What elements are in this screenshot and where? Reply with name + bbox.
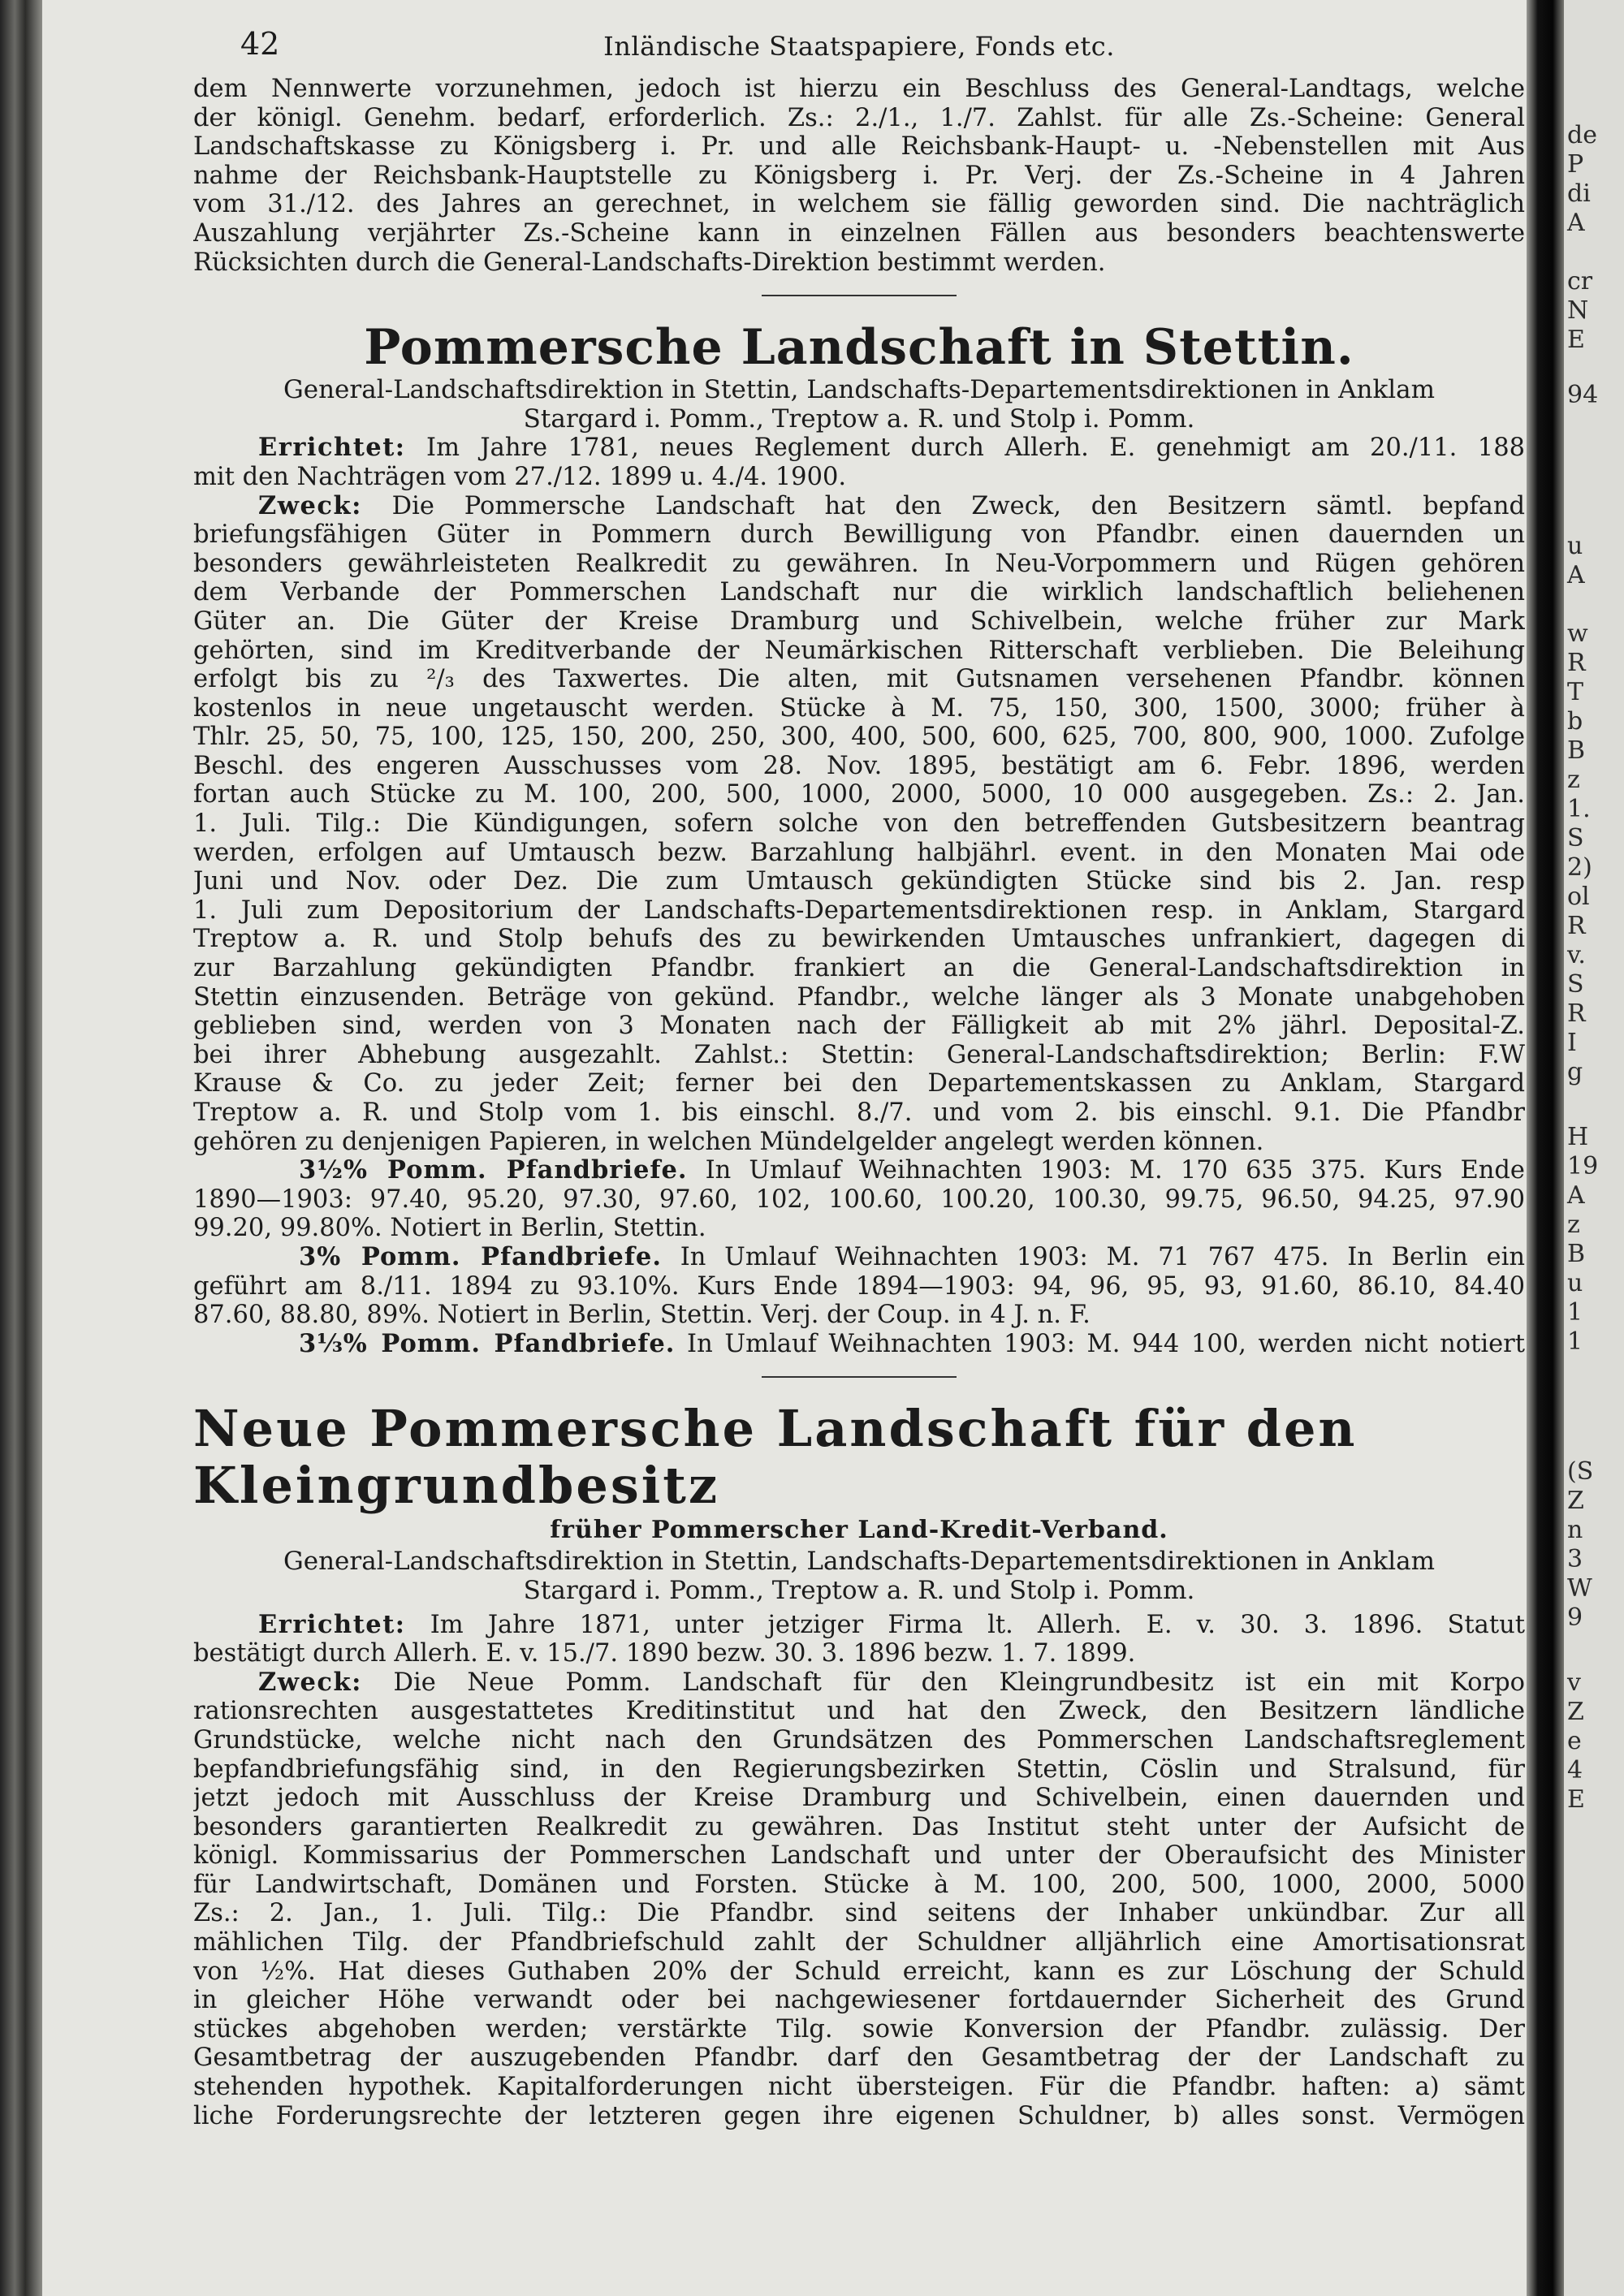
adjacent-page-edge [1564,0,1624,2296]
bond-label: 3% Pomm. Pfandbriefe. [299,1242,662,1271]
text-line: 99.20, 99.80%. Notiert in Berlin, Stettin. [193,1214,706,1243]
book-spine-shadow [0,0,42,2296]
text-line: stehenden hypothek. Kapitalforderungen nicht übersteigen. Für die Pfandbr. haften: a) sämt [193,2073,1525,2102]
errichtet-label: Errichtet: [258,434,406,463]
text-line: Güter an. Die Güter der Kreise Dramburg und Schivelbein, welche früher zur Mark [193,606,1525,636]
adjacent-text-fragment: R [1567,999,1586,1028]
adjacent-text-fragment: 1 [1567,1298,1583,1327]
text-line: liche Forderungsrechte der letzteren gegen ihre eigenen Schuldner, b) alles sonst. Vermögen [193,2101,1525,2130]
adjacent-text-fragment: z [1567,766,1580,794]
text-line: Krause & Co. zu jeder Zeit; ferner bei den Departementskassen zu Anklam, Stargard [193,1069,1525,1098]
text-line: mit den Nachträgen vom 27./12. 1899 u. 4./4. 1900. [193,462,847,491]
adjacent-text-fragment: 1. [1567,795,1591,823]
text-line: Juni und Nov. oder Dez. Die zum Umtausch gekündigten Stücke sind bis 2. Jan. resp [193,867,1525,896]
adjacent-text-fragment: N [1567,296,1589,325]
zweck-label: Zweck: [258,1668,362,1697]
text-line: besonders gewährleisteten Realkredit zu gewähren. In Neu-Vorpommern und Rügen gehören [193,549,1525,578]
adjacent-text-fragment: e [1567,1727,1582,1755]
adjacent-text-fragment: 4 [1567,1756,1583,1785]
text-line: mählichen Tilg. der Pfandbriefschuld zahlt der Schuldner alljährlich eine Amortisationsrat [193,1928,1525,1957]
adjacent-text-fragment: A [1567,209,1585,237]
text-line: kostenlos in neue ungetauscht werden. Stücke à M. 75, 150, 300, 1500, 3000; früher à [193,693,1525,723]
bond-label: 3½% Pomm. Pfandbriefe. [299,1156,688,1185]
running-title: Inländische Staatspapiere, Fonds etc. [603,31,1115,62]
book-gutter-shadow [1527,0,1564,2296]
adjacent-text-fragment: u [1567,532,1583,560]
adjacent-text-fragment: w [1567,619,1588,648]
text-line: bestätigt durch Allerh. E. v. 15./7. 1890 bezw. 30. 3. 1896 bezw. 1. 7. 1899. [193,1639,1136,1668]
text-line: 1. Juli. Tilg.: Die Kündigungen, sofern solche von den betreffenden Gutsbesitzern beantrag [193,809,1525,839]
text-line: bei ihrer Abhebung ausgezahlt. Zahlst.: Stettin: General-Landschaftsdirektion; Berlin: F.W [193,1040,1525,1069]
text-line: vom 31./12. des Jahres an gerechnet, in welchem sie fällig geworden sind. Die nachträglich [193,190,1525,219]
text-line: 1. Juli zum Depositorium der Landschafts-Departementsdirektionen resp. in Anklam, Stargard [193,896,1525,925]
adjacent-text-fragment: 3 [1567,1545,1583,1573]
adjacent-text-fragment: R [1567,912,1586,940]
department-line: Stargard i. Pomm., Treptow a. R. und Stolp i. Pomm. [523,404,1195,434]
adjacent-text-fragment: A [1567,561,1585,589]
adjacent-text-fragment: 19 [1567,1152,1599,1180]
section-title-pommersche-landschaft: Pommersche Landschaft in Stettin. [364,319,1354,377]
text-line: werden, erfolgen auf Umtausch bezw. Barzahlung halbjährl. event. in den Monaten Mai ode [193,838,1525,867]
adjacent-text-fragment: de [1567,121,1597,149]
adjacent-text-fragment: cr [1567,267,1593,296]
adjacent-text-fragment: ol [1567,883,1590,911]
text-line: Grundstücke, welche nicht nach den Grundsätzen des Pommerschen Landschaftsreglement [193,1725,1525,1754]
bond-entry-3-third-percent [193,1330,1525,1359]
adjacent-text-fragment: B [1567,736,1586,765]
text-line [193,1330,1525,1359]
page-number: 42 [240,26,280,62]
text-line [193,492,1525,521]
adjacent-text-fragment: B [1567,1240,1586,1268]
text-line: bepfandbriefungsfähig sind, in den Regierungsbezirken Stettin, Cöslin und Stralsund, für [193,1754,1525,1784]
adjacent-text-fragment: z [1567,1211,1580,1239]
text-fragment: Im Jahre 1871, unter jetziger Firma lt. Allerh. E. v. 30. 3. 1896. Statut [430,1610,1525,1639]
adjacent-text-fragment: E [1567,1785,1585,1814]
text-line: Treptow a. R. und Stolp vom 1. bis einschl. 8./7. und vom 2. bis einschl. 9.1. Die Pfandbr [193,1098,1525,1127]
adjacent-text-fragment: E [1567,326,1585,354]
text-line [193,1611,1525,1640]
text-line: geblieben sind, werden von 3 Monaten nach der Fälligkeit ab mit 2% jährl. Deposital-Z. [193,1012,1525,1041]
text-fragment: In Umlauf Weihnachten 1903: M. 944 100, werden nicht notiert [687,1329,1525,1358]
text-line: der königl. Genehm. bedarf, erforderlich. Zs.: 2./1., 1./7. Zahlst. für alle Zs.-Scheine: General [193,103,1525,132]
text-line: rationsrechten ausgestattetes Kreditinstitut und hat den Zweck, den Besitzern ländliche [193,1697,1525,1726]
text-line [193,1668,1525,1698]
text-line: zur Barzahlung gekündigten Pfandbr. frankiert an die General-Landschaftsdirektion in [193,954,1525,983]
adjacent-text-fragment: 9 [1567,1603,1583,1632]
adjacent-text-fragment: 1 [1567,1327,1583,1356]
text-line: Rücksichten durch die General-Landschafts-Direktion bestimmt werden. [193,248,1106,277]
text-line: Stettin einzusenden. Beträge von gekünd. Pfandbr., welche länger als 3 Monate unabgehoben [193,982,1525,1012]
text-line [193,1243,1525,1272]
bond-label: 3⅓% Pomm. Pfandbriefe. [299,1329,676,1358]
text-fragment: In Umlauf Weihnachten 1903: M. 170 635 375. Kurs Ende [705,1156,1525,1185]
section-divider [762,1376,957,1378]
section-divider [762,295,957,296]
text-line: dem Nennwerte vorzunehmen, jedoch ist hierzu ein Beschluss des General-Landtags, welche [193,75,1525,103]
adjacent-text-fragment: I [1567,1029,1577,1057]
text-line: 1890—1903: 97.40, 95.20, 97.30, 97.60, 102, 100.60, 100.20, 100.30, 99.75, 96.50, 94.25, 97.90 [193,1185,1525,1214]
text-line: Auszahlung verjährter Zs.-Scheine kann in einzelnen Fällen aus besonders beachtenswerte [193,218,1525,248]
errichtet-label: Errichtet: [258,1610,406,1639]
bond-entry-3-5-percent [193,1156,1525,1243]
text-fragment: In Umlauf Weihnachten 1903: M. 71 767 475. In Berlin ein [680,1242,1525,1271]
text-line [193,434,1525,463]
department-line: Stargard i. Pomm., Treptow a. R. und Stolp i. Pomm. [523,1575,1195,1605]
text-line: von ½%. Hat dieses Guthaben 20% der Schuld erreicht, kann es zur Löschung der Schuld [193,1957,1525,1986]
text-line: fortan auch Stücke zu M. 100, 200, 500, 1000, 2000, 5000, 10 000 ausgegeben. Zs.: 2. Jan. [193,780,1525,809]
adjacent-text-fragment: S [1567,970,1584,999]
text-line: jetzt jedoch mit Ausschluss der Kreise Dramburg und Schivelbein, einen dauernden und [193,1784,1525,1813]
section1-errichtet [193,434,1525,491]
section2-departments [193,1547,1525,1605]
text-line: dem Verbande der Pommerschen Landschaft nur die wirklich landschaftlich beliehenen [193,578,1525,607]
text-line: geführt am 8./11. 1894 zu 93.10%. Kurs Ende 1894—1903: 94, 96, 95, 93, 91.60, 86.10, 84.40 [193,1271,1525,1301]
running-head [193,26,1525,75]
text-fragment: Im Jahre 1781, neues Reglement durch Allerh. E. genehmigt am 20./11. 188 [426,434,1525,463]
adjacent-text-fragment: T [1567,678,1584,706]
text-line: Gesamtbetrag der auszugebenden Pfandbr. darf den Gesamtbetrag der der Landschaft zu [193,2044,1525,2073]
adjacent-text-fragment: H [1567,1123,1589,1151]
text-line: gehören zu denjenigen Papieren, in welchen Mündelgelder angelegt werden können. [193,1127,1264,1156]
text-line: königl. Kommissarius der Pommerschen Landschaft und unter der Oberaufsicht des Minister [193,1841,1525,1871]
text-line: briefungsfähigen Güter in Pommern durch Bewilligung von Pfandbr. einen dauernden un [193,520,1525,550]
text-line: nahme der Reichsbank-Hauptstelle zu Königsberg i. Pr. Verj. der Zs.-Scheine in 4 Jahren [193,161,1525,190]
adjacent-text-fragment: R [1567,649,1586,677]
adjacent-text-fragment: b [1567,707,1583,736]
adjacent-text-fragment: v. [1567,941,1586,969]
book-page [42,0,1527,2296]
adjacent-text-fragment: v [1567,1668,1581,1697]
bond-entry-3-percent [193,1243,1525,1330]
section2-zweck [193,1668,1525,2131]
adjacent-text-fragment: g [1567,1058,1583,1086]
department-line: General-Landschaftsdirektion in Stettin, Landschafts-Departementsdirektionen in Anklam [283,1547,1436,1577]
text-line: Treptow a. R. und Stolp behufs des zu bewirkenden Umtausches unfrankiert, dagegen di [193,925,1525,954]
adjacent-text-fragment: 2) [1567,853,1592,882]
page-content [193,26,1525,2130]
section-title-neue-pommersche-landschaft: Neue Pommersche Landschaft für den Kleingrundbesitz [193,1399,1358,1516]
text-line: stückes abgehoben werden; verstärkte Tilg. sowie Konversion der Pfandbr. zulässig. Der [193,2014,1525,2044]
adjacent-text-fragment: P [1567,150,1584,179]
adjacent-text-fragment: Z [1567,1698,1584,1726]
adjacent-text-fragment: S [1567,824,1584,852]
section2-subtitle: früher Pommerscher Land-Kredit-Verband. [550,1516,1168,1545]
department-line: General-Landschaftsdirektion in Stettin, Landschafts-Departementsdirektionen in Anklam [283,375,1436,405]
section1-zweck [193,492,1525,1157]
text-fragment: Die Neue Pomm. Landschaft für den Kleingrundbesitz ist ein mit Korpo [393,1668,1525,1697]
text-line: Zs.: 2. Jan., 1. Juli. Tilg.: Die Pfandbr. sind seitens der Inhaber unkündbar. Zur all [193,1899,1525,1928]
text-line: besonders garantierten Realkredit zu gewähren. Das Institut steht unter der Aufsicht de [193,1812,1525,1841]
adjacent-text-fragment: u [1567,1269,1583,1297]
adjacent-text-fragment: (S [1567,1457,1594,1486]
text-line: Beschl. des engeren Ausschusses vom 28. Nov. 1895, bestätigt am 6. Febr. 1896, werden [193,751,1525,780]
adjacent-text-fragment: di [1567,179,1591,208]
text-line: in gleicher Höhe verwandt oder bei nachgewiesener fortdauernder Sicherheit des Grund [193,1986,1525,2015]
zweck-label: Zweck: [258,491,362,520]
carryover-paragraph [193,75,1525,277]
text-line: 87.60, 88.80, 89%. Notiert in Berlin, Stettin. Verj. der Coup. in 4 J. n. F. [193,1301,1091,1330]
section2-errichtet [193,1611,1525,1668]
adjacent-text-fragment: 94 [1567,381,1599,409]
adjacent-text-fragment: n [1567,1516,1583,1544]
adjacent-text-fragment: A [1567,1181,1585,1210]
text-line: für Landwirtschaft, Domänen und Forsten. Stücke à M. 100, 200, 500, 1000, 2000, 5000 [193,1870,1525,1899]
section1-departments [193,376,1525,434]
text-line: Landschaftskasse zu Königsberg i. Pr. und alle Reichsbank-Haupt- u. -Nebenstellen mit Aus [193,132,1525,162]
adjacent-text-fragment: Z [1567,1487,1584,1515]
text-fragment: Die Pommersche Landschaft hat den Zweck, den Besitzern sämtl. bepfand [391,491,1525,520]
text-line: gehörten, sind im Kreditverbande der Neumärkischen Ritterschaft verblieben. Die Beleihung [193,636,1525,665]
text-line: erfolgt bis zu ²/₃ des Taxwertes. Die alten, mit Gutsnamen versehenen Pfandbr. können [193,665,1525,694]
text-line: Thlr. 25, 50, 75, 100, 125, 150, 200, 250, 300, 400, 500, 600, 625, 700, 800, 900, 1000. Zufolge [193,723,1525,752]
adjacent-text-fragment: W [1567,1574,1592,1603]
text-line [193,1156,1525,1185]
